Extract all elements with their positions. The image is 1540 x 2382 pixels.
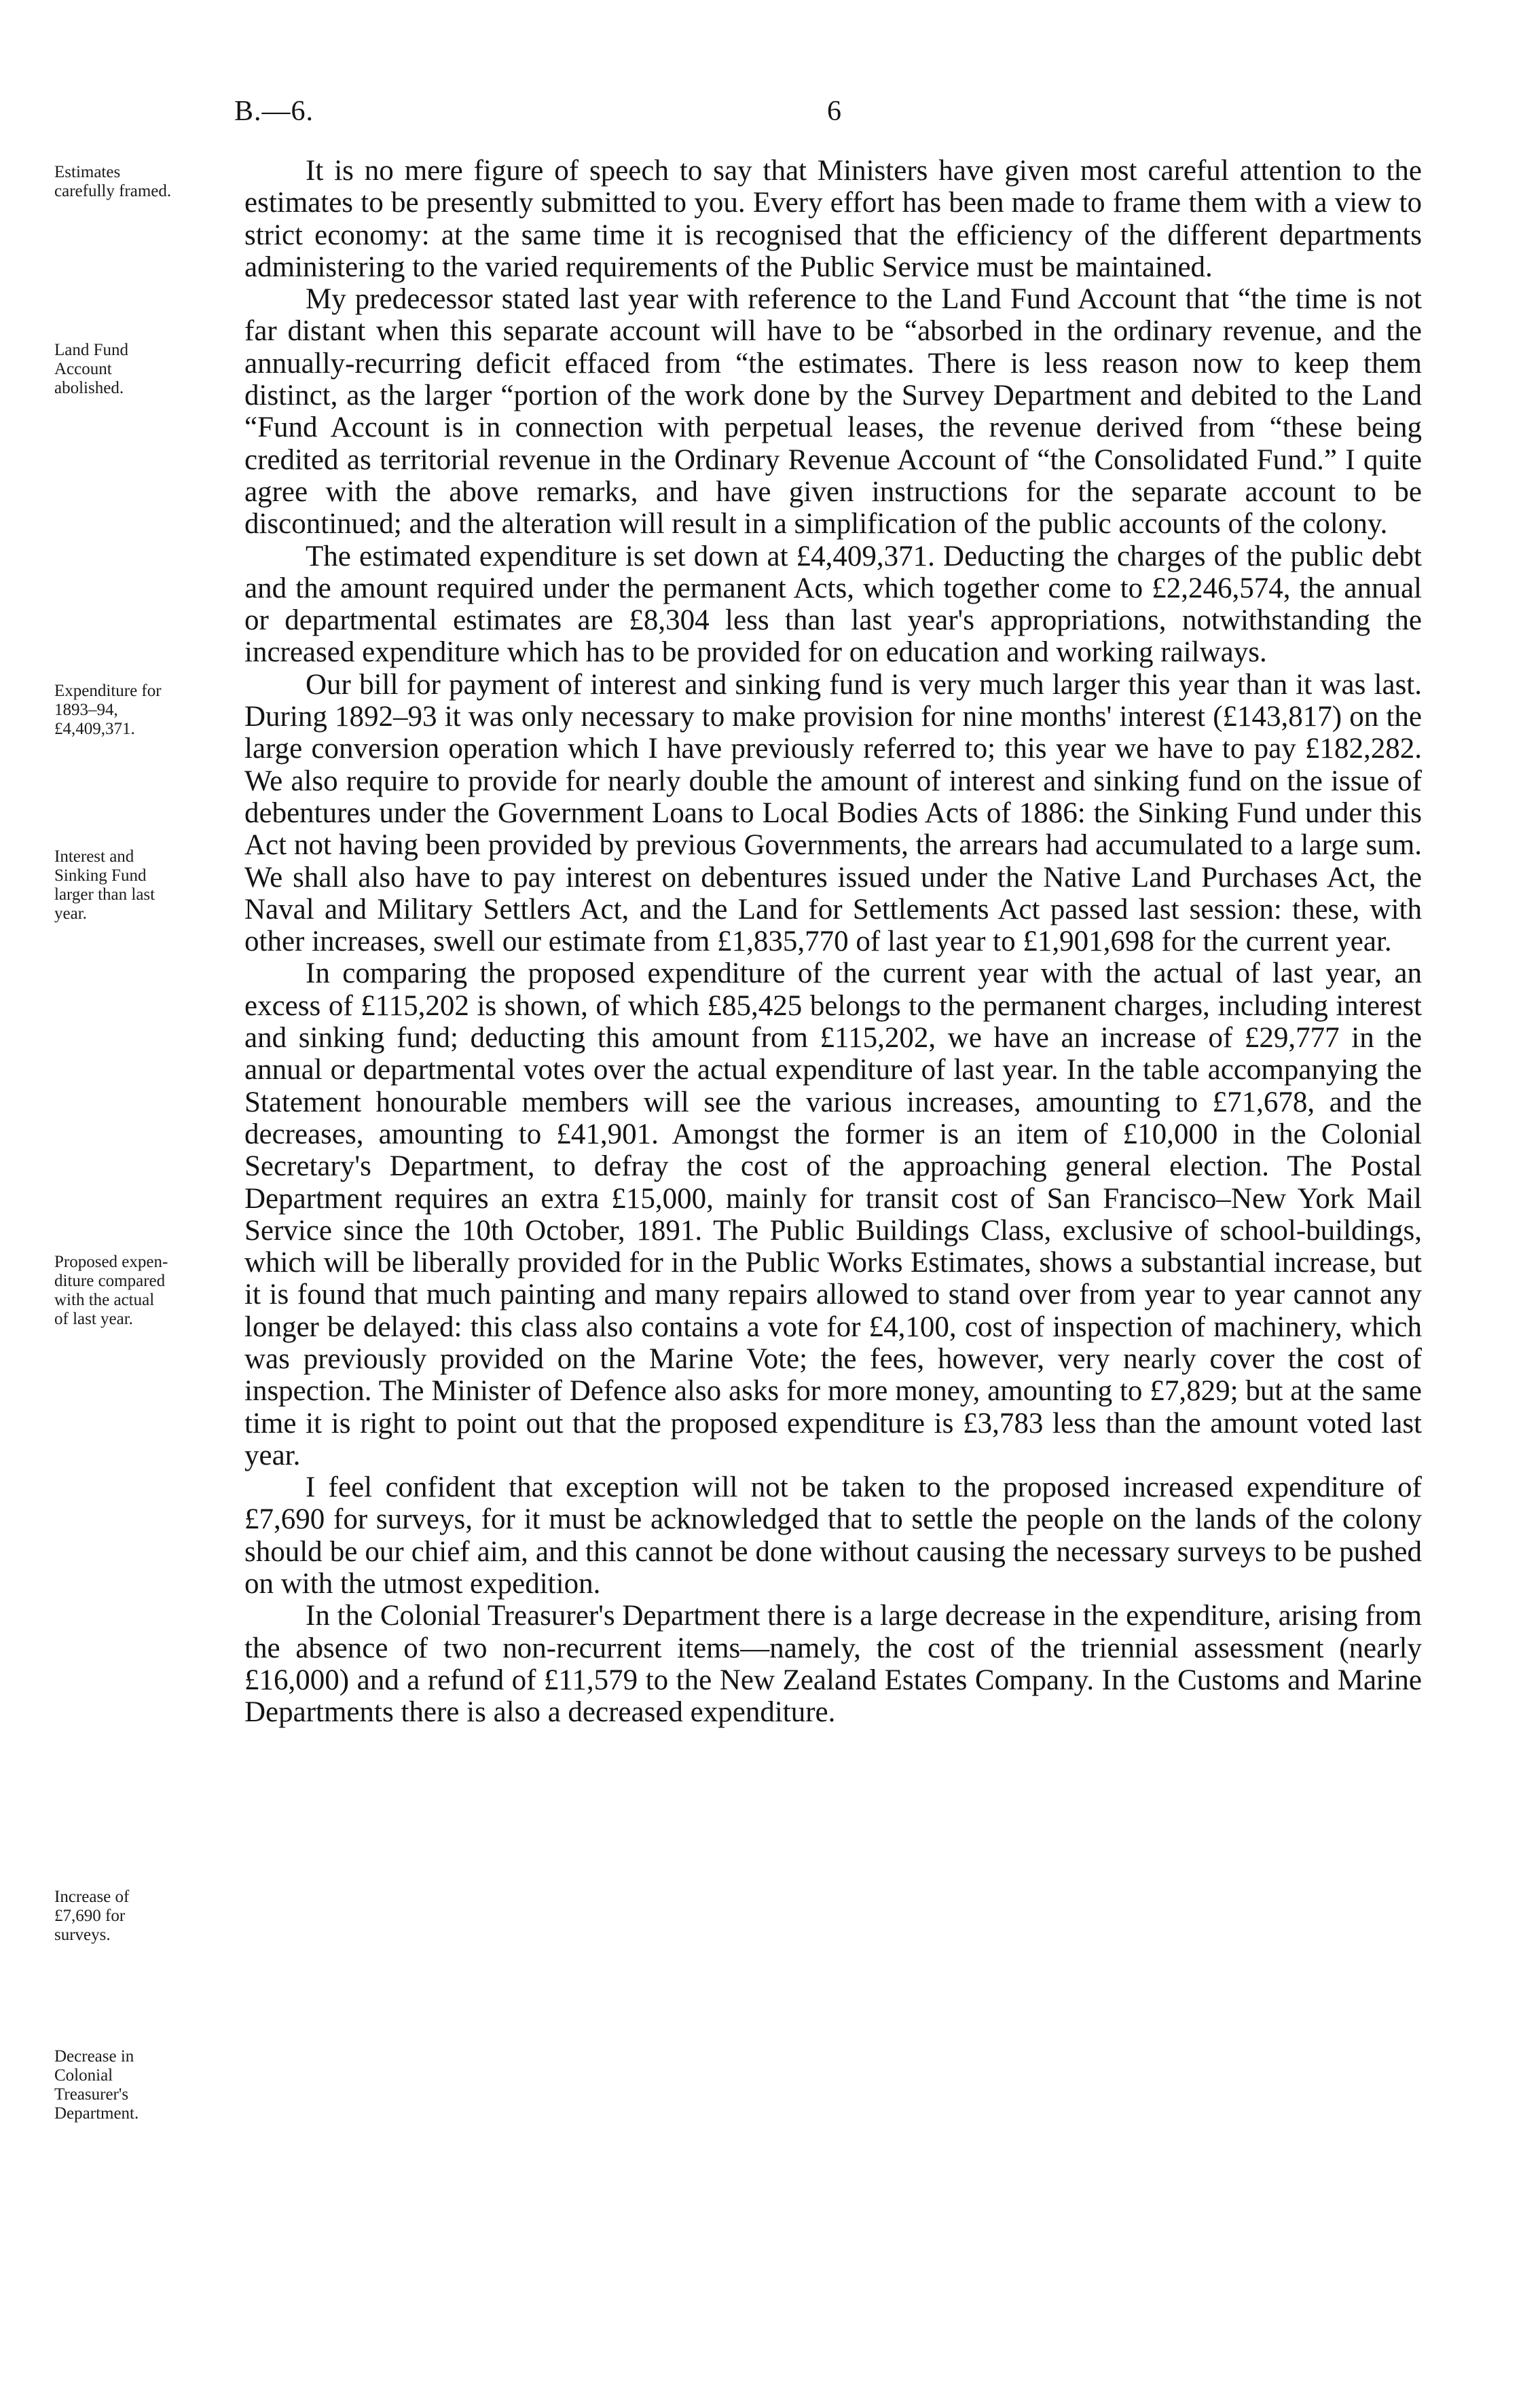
paragraph-expenditure: The estimated expenditure is set down at £4,409,371. Deducting the charges of the public debt and the amount required under the permanent Acts, which together come to £2,246,574, the annual or departmental estimates are £8,304 less than last year's appropriations, notwithstanding the increased expenditure which has to be provided for on education and working railways.	[244, 540, 1422, 669]
main-text	[244, 155, 1422, 1729]
paragraph-treasurer: In the Colonial Treasurer's Department there is a large decrease in the expenditure, arising from the absence of two non-recurrent items—namely, the cost of the triennial assessment (nearly £16,000) and a refund of £11,579 to the New Zealand Estates Company. In the Customs and Marine Departments there is also a decreased expenditure.	[244, 1600, 1422, 1729]
margin-note-line: Estimates	[54, 163, 121, 181]
margin-note-land-fund	[54, 341, 231, 398]
margin-note-expenditure	[54, 682, 231, 739]
margin-note-line: Colonial	[54, 2066, 113, 2085]
document-code: B.—6.	[234, 96, 314, 127]
paragraph-land-fund: My predecessor stated last year with reference to the Land Fund Account that “the time is not far distant when this separate account will have to be “absorbed in the ordinary revenue, and the annually-recurring deficit effaced from “the estimates. There is less reason now to keep them distinct, as the larger “portion of the work done by the Survey Department and debited to the Land “Fund Account is in connection with perpetual leases, the revenue derived from “these being credited as territorial revenue in the Ordinary Revenue Account of “the Consolidated Fund.” I quite agree with the above remarks, and have given instructions for the separate account to be discontinued; and the alteration will result in a simplification of the public accounts of the colony.	[244, 283, 1422, 540]
margin-note-line: abolished.	[54, 379, 124, 397]
margin-note-line: Land Fund	[54, 341, 129, 359]
margin-note-line: Treasurer's	[54, 2085, 129, 2104]
margin-note-line: Sinking Fund	[54, 866, 147, 885]
margin-note-line: Interest and	[54, 847, 134, 866]
margin-note-line: £4,409,371.	[54, 720, 135, 738]
margin-note-line: Account	[54, 360, 112, 378]
margin-note-treasurer	[54, 2047, 231, 2123]
margin-note-line: Decrease in	[54, 2047, 134, 2066]
margin-note-estimates	[54, 163, 231, 201]
paragraph-proposed-expenditure: In comparing the proposed expenditure of the current year with the actual of last year, an excess of £115,202 is shown, of which £85,425 belongs to the permanent charges, including interest and sinking fund; deducting this amount from £115,202, we have an increase of £29,777 in the annual or departmental votes over the actual expenditure of last year. In the table accompanying the Statement honourable members will see the various increases, amounting to £71,678, and the decreases, amounting to £41,901. Amongst the former is an item of £10,000 in the Colonial Secretary's Department, to defray the cost of the approaching general election. The Postal Department requires an extra £15,000, mainly for transit cost of San Francisco–New York Mail Service since the 10th October, 1891. The Public Buildings Class, exclusive of school-buildings, which will be liberally provided for in the Public Works Estimates, shows a substantial increase, but it is found that much painting and many repairs allowed to stand over from year to year cannot any longer be delayed: this class also contains a vote for £4,100, cost of inspection of machinery, which was previously provided on the Marine Vote; the fees, however, very nearly cover the cost of inspection. The Minister of Defence also asks for more money, amounting to £7,829; but at the same time it is right to point out that the proposed expenditure is £3,783 less than the amount voted last year.	[244, 957, 1422, 1471]
margin-note-surveys	[54, 1888, 231, 1945]
margin-note-line: of last year.	[54, 1310, 133, 1328]
margin-note-line: carefully framed.	[54, 182, 172, 200]
margin-note-line: Proposed expen-	[54, 1253, 168, 1271]
paragraph-surveys: I feel confident that exception will not be taken to the proposed increased expenditure of £7,690 for surveys, for it must be acknowledged that to settle the people on the lands of the colony should be our chief aim, and this cannot be done without causing the necessary surveys to be pushed on with the utmost expedition.	[244, 1471, 1422, 1600]
margin-note-line: £7,690 for	[54, 1907, 126, 1925]
margin-note-line: year.	[54, 904, 87, 923]
margin-note-proposed-expenditure	[54, 1253, 231, 1329]
page-header	[0, 95, 1540, 136]
margin-note-interest	[54, 847, 231, 923]
margin-note-line: Expenditure for	[54, 682, 162, 700]
margin-note-line: Department.	[54, 2104, 139, 2123]
margin-note-line: surveys.	[54, 1926, 111, 1944]
paragraph-interest: Our bill for payment of interest and sinking fund is very much larger this year than it was last. During 1892–93 it was only necessary to make provision for nine months' interest (£143,817) on the large conversion operation which I have previously referred to; this year we have to pay £182,282. We also require to provide for nearly double the amount of interest and sinking fund on the issue of debentures under the Government Loans to Local Bodies Acts of 1886: the Sinking Fund under this Act not having been provided by previous Governments, the arrears had accumulated to a large sum. We shall also have to pay interest on debentures issued under the Native Land Purchases Act, the Naval and Military Settlers Act, and the Land for Settlements Act passed last session: these, with other increases, swell our estimate from £1,835,770 of last year to £1,901,698 for the current year.	[244, 668, 1422, 958]
margin-note-line: diture compared	[54, 1272, 166, 1290]
margin-note-line: with the actual	[54, 1291, 155, 1309]
margin-note-line: Increase of	[54, 1888, 130, 1906]
margin-note-line: 1893–94,	[54, 701, 118, 719]
paragraph-estimates: It is no mere figure of speech to say that Ministers have given most careful attention to the estimates to be presently submitted to you. Every effort has been made to frame them with a view to strict economy: at the same time it is recognised that the efficiency of the different departments administering to the varied requirements of the Public Service must be maintained.	[244, 155, 1422, 283]
margin-note-line: larger than last	[54, 885, 155, 904]
page-number: 6	[827, 96, 841, 127]
